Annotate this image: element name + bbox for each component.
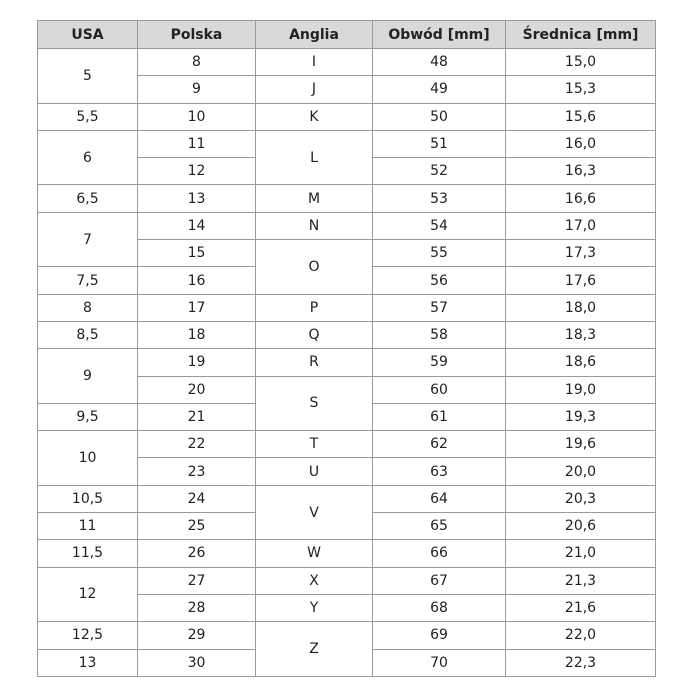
cell-obwod: 67 bbox=[373, 567, 506, 594]
header-anglia: Anglia bbox=[256, 21, 373, 49]
ring-size-table bbox=[37, 20, 656, 677]
cell-polska: 17 bbox=[138, 294, 256, 321]
cell-anglia: U bbox=[256, 458, 373, 485]
cell-obwod: 49 bbox=[373, 76, 506, 103]
cell-srednica: 16,3 bbox=[506, 158, 656, 185]
cell-usa: 12 bbox=[38, 567, 138, 622]
cell-anglia: T bbox=[256, 431, 373, 458]
cell-obwod: 70 bbox=[373, 649, 506, 676]
cell-anglia: S bbox=[256, 376, 373, 431]
cell-srednica: 19,0 bbox=[506, 376, 656, 403]
cell-obwod: 59 bbox=[373, 349, 506, 376]
cell-anglia: J bbox=[256, 76, 373, 103]
cell-polska: 20 bbox=[138, 376, 256, 403]
cell-anglia: Y bbox=[256, 594, 373, 621]
header-srednica: Średnica [mm] bbox=[506, 21, 656, 49]
cell-obwod: 62 bbox=[373, 431, 506, 458]
cell-usa: 13 bbox=[38, 649, 138, 676]
cell-srednica: 18,6 bbox=[506, 349, 656, 376]
cell-polska: 10 bbox=[138, 103, 256, 130]
cell-polska: 8 bbox=[138, 49, 256, 76]
table-row bbox=[38, 130, 656, 157]
cell-obwod: 53 bbox=[373, 185, 506, 212]
cell-obwod: 66 bbox=[373, 540, 506, 567]
cell-srednica: 15,3 bbox=[506, 76, 656, 103]
cell-obwod: 55 bbox=[373, 240, 506, 267]
cell-obwod: 54 bbox=[373, 212, 506, 239]
cell-srednica: 17,6 bbox=[506, 267, 656, 294]
cell-srednica: 21,3 bbox=[506, 567, 656, 594]
cell-srednica: 15,6 bbox=[506, 103, 656, 130]
cell-polska: 21 bbox=[138, 403, 256, 430]
table-row bbox=[38, 567, 656, 594]
cell-usa: 12,5 bbox=[38, 622, 138, 649]
table-row bbox=[38, 321, 656, 348]
table-row bbox=[38, 540, 656, 567]
cell-obwod: 50 bbox=[373, 103, 506, 130]
cell-polska: 24 bbox=[138, 485, 256, 512]
cell-usa: 9 bbox=[38, 349, 138, 404]
cell-polska: 22 bbox=[138, 431, 256, 458]
cell-anglia: P bbox=[256, 294, 373, 321]
cell-usa: 7 bbox=[38, 212, 138, 267]
header-row bbox=[38, 21, 656, 49]
cell-anglia: Q bbox=[256, 321, 373, 348]
cell-polska: 30 bbox=[138, 649, 256, 676]
cell-usa: 10,5 bbox=[38, 485, 138, 512]
cell-usa: 11,5 bbox=[38, 540, 138, 567]
cell-srednica: 19,3 bbox=[506, 403, 656, 430]
cell-obwod: 63 bbox=[373, 458, 506, 485]
cell-polska: 25 bbox=[138, 513, 256, 540]
cell-usa: 6 bbox=[38, 130, 138, 185]
cell-srednica: 22,3 bbox=[506, 649, 656, 676]
cell-anglia: N bbox=[256, 212, 373, 239]
cell-obwod: 69 bbox=[373, 622, 506, 649]
cell-srednica: 20,6 bbox=[506, 513, 656, 540]
cell-anglia: X bbox=[256, 567, 373, 594]
cell-polska: 11 bbox=[138, 130, 256, 157]
cell-obwod: 61 bbox=[373, 403, 506, 430]
cell-usa: 8 bbox=[38, 294, 138, 321]
cell-obwod: 60 bbox=[373, 376, 506, 403]
table-row bbox=[38, 349, 656, 376]
cell-anglia: I bbox=[256, 49, 373, 76]
cell-srednica: 17,0 bbox=[506, 212, 656, 239]
table-row bbox=[38, 431, 656, 458]
cell-usa: 7,5 bbox=[38, 267, 138, 294]
cell-polska: 15 bbox=[138, 240, 256, 267]
cell-obwod: 68 bbox=[373, 594, 506, 621]
cell-polska: 23 bbox=[138, 458, 256, 485]
cell-polska: 29 bbox=[138, 622, 256, 649]
cell-polska: 18 bbox=[138, 321, 256, 348]
cell-obwod: 51 bbox=[373, 130, 506, 157]
cell-srednica: 15,0 bbox=[506, 49, 656, 76]
cell-usa: 8,5 bbox=[38, 321, 138, 348]
cell-obwod: 64 bbox=[373, 485, 506, 512]
cell-srednica: 18,0 bbox=[506, 294, 656, 321]
cell-polska: 14 bbox=[138, 212, 256, 239]
cell-usa: 5 bbox=[38, 49, 138, 104]
cell-obwod: 57 bbox=[373, 294, 506, 321]
cell-obwod: 65 bbox=[373, 513, 506, 540]
cell-srednica: 18,3 bbox=[506, 321, 656, 348]
cell-polska: 26 bbox=[138, 540, 256, 567]
cell-srednica: 22,0 bbox=[506, 622, 656, 649]
cell-srednica: 20,0 bbox=[506, 458, 656, 485]
cell-polska: 28 bbox=[138, 594, 256, 621]
table-row bbox=[38, 485, 656, 512]
cell-anglia: M bbox=[256, 185, 373, 212]
table-row bbox=[38, 212, 656, 239]
cell-polska: 12 bbox=[138, 158, 256, 185]
cell-srednica: 20,3 bbox=[506, 485, 656, 512]
cell-usa: 5,5 bbox=[38, 103, 138, 130]
cell-usa: 10 bbox=[38, 431, 138, 486]
table-row bbox=[38, 185, 656, 212]
table-row bbox=[38, 49, 656, 76]
cell-usa: 11 bbox=[38, 513, 138, 540]
cell-polska: 13 bbox=[138, 185, 256, 212]
table-row bbox=[38, 103, 656, 130]
cell-anglia: V bbox=[256, 485, 373, 540]
cell-srednica: 17,3 bbox=[506, 240, 656, 267]
header-polska: Polska bbox=[138, 21, 256, 49]
cell-anglia: O bbox=[256, 240, 373, 295]
header-obwod: Obwód [mm] bbox=[373, 21, 506, 49]
cell-srednica: 21,0 bbox=[506, 540, 656, 567]
cell-anglia: Z bbox=[256, 622, 373, 677]
cell-usa: 6,5 bbox=[38, 185, 138, 212]
table-row bbox=[38, 622, 656, 649]
cell-polska: 16 bbox=[138, 267, 256, 294]
cell-obwod: 56 bbox=[373, 267, 506, 294]
cell-anglia: L bbox=[256, 130, 373, 185]
cell-srednica: 16,0 bbox=[506, 130, 656, 157]
cell-obwod: 48 bbox=[373, 49, 506, 76]
cell-obwod: 52 bbox=[373, 158, 506, 185]
table-body bbox=[38, 49, 656, 677]
cell-srednica: 16,6 bbox=[506, 185, 656, 212]
cell-srednica: 21,6 bbox=[506, 594, 656, 621]
cell-anglia: W bbox=[256, 540, 373, 567]
cell-polska: 19 bbox=[138, 349, 256, 376]
cell-anglia: R bbox=[256, 349, 373, 376]
cell-polska: 9 bbox=[138, 76, 256, 103]
cell-usa: 9,5 bbox=[38, 403, 138, 430]
table-row bbox=[38, 294, 656, 321]
cell-obwod: 58 bbox=[373, 321, 506, 348]
cell-anglia: K bbox=[256, 103, 373, 130]
cell-srednica: 19,6 bbox=[506, 431, 656, 458]
cell-polska: 27 bbox=[138, 567, 256, 594]
header-usa: USA bbox=[38, 21, 138, 49]
